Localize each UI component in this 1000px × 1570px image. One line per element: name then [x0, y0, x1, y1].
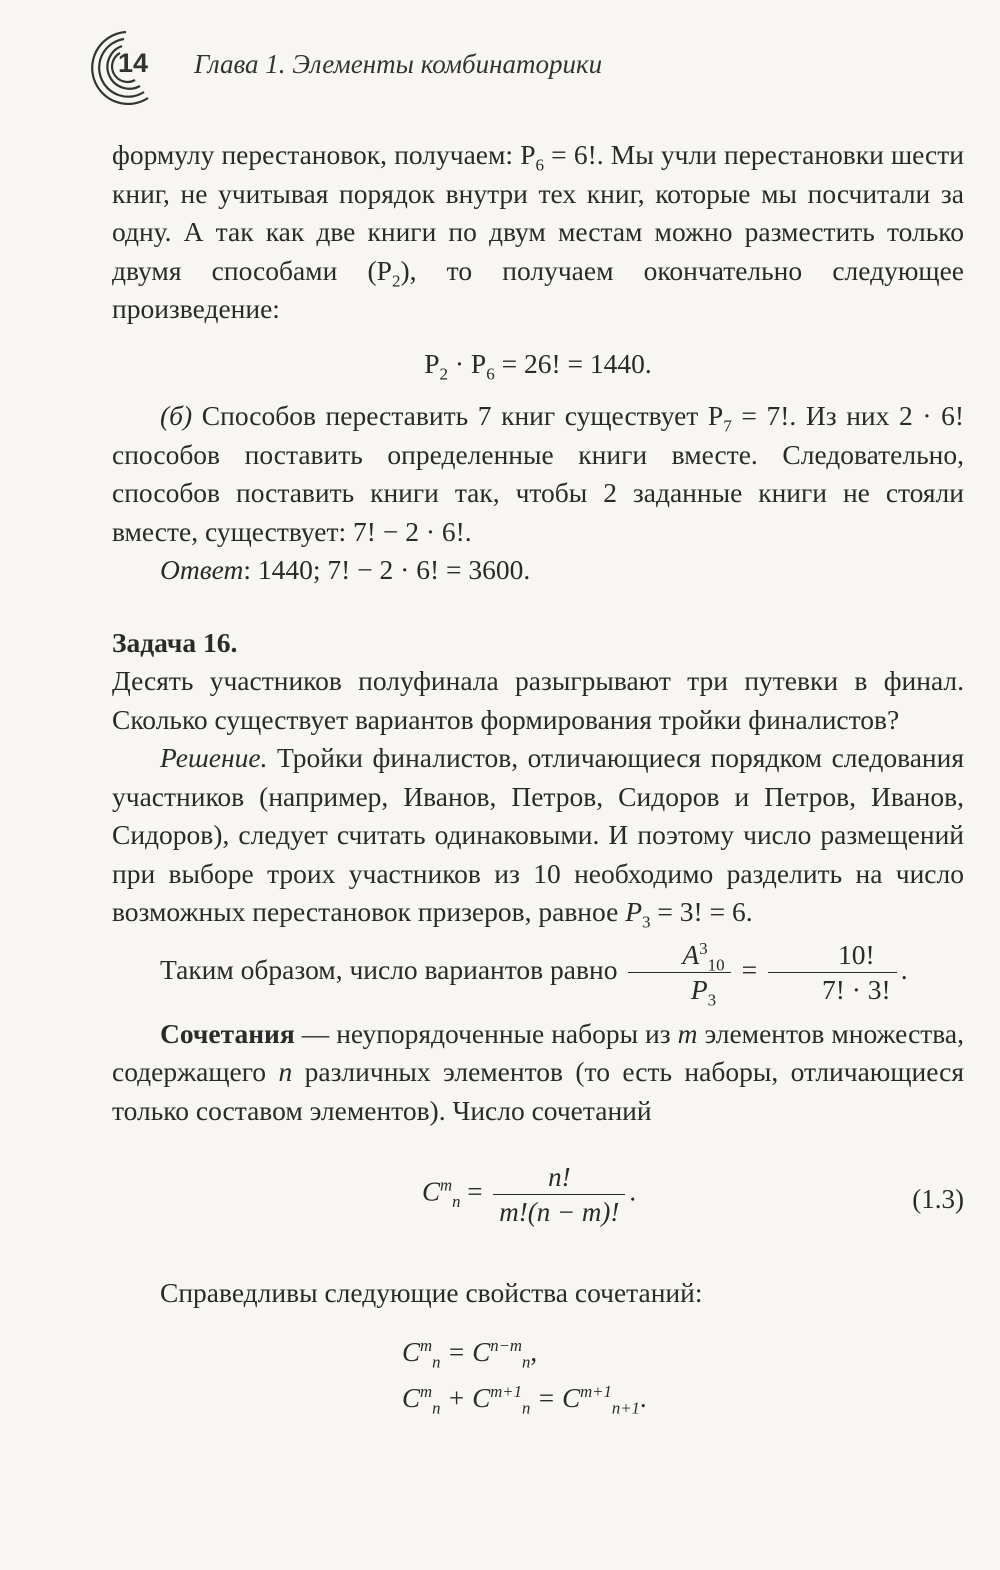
page-header — [78, 26, 958, 106]
chapter-title: Глава 1. Элементы комбинаторики — [194, 49, 603, 79]
combinations-definition: Сочетания — неупорядоченные наборы из m элементов множества, содержащего n различных элементов (то есть наборы, отличающиеся только составом элементов). Число сочетаний — [112, 1017, 964, 1126]
properties-intro: Справедливы следующие свойства сочетаний: — [160, 1277, 703, 1308]
ratio-formula-line: Таким образом, число вариантов равно $\frac{A^3_{10}}{P_3}$ = $\frac{10!}{7! \cdot 3!}$ . — [160, 938, 908, 1009]
solution-paragraph: Решение. Тройки финалистов, отличающиеся порядком следования участников (например, Иванов, Петров, Сидоров и Петров, Иванов, Сидоров), следует считать одинаковыми. И поэтому число размещений при выборе троих участников из 10 необходимо разделить на число возможных перестановок призеров, равное $P_3 = 3$! = 6. — [112, 742, 964, 932]
property-pascal: $C^m_n + C^{m+1}_n = C^{m+1}_{n+1}$. — [402, 1381, 647, 1417]
answer-line: Ответ: 1440; 7! − 2 · 6! = 3600. — [160, 554, 531, 585]
equation-number: (1.3) — [912, 1184, 964, 1214]
paragraph-part-b: (б) Способов переставить 7 книг существует $P_7 = 7$!. Из них 2 · 6! способов поставить определенные книги вместе. Следовательно, способов поставить книги так, чтобы 2 заданные книги не стояли вместе, существует: 7! − 2 · 6!. — [112, 400, 965, 547]
property-symmetry: $C^m_n = C^{n-m}_n$, — [402, 1335, 538, 1371]
page-number: 14 — [118, 48, 149, 78]
formula-1-3: $C^m_n$ = $\frac{n!}{m!(n - m)!}$ . (1.3) — [422, 1162, 964, 1227]
fraction-a-over-p: $\frac{A^3_{10}}{P_3}$ — [628, 938, 730, 1007]
properties-formulas — [402, 1329, 964, 1421]
task-statement: Десять участников полуфинала разыгрывают три путевки в финал. Сколько существует вариантов формирования тройки финалистов? — [112, 665, 964, 735]
page-body — [112, 136, 964, 1421]
task-heading: Задача 16. — [112, 626, 238, 658]
paragraph-permutations: формулу перестановок, получаем: $P_6 = 6$!. Мы учли перестановки шести книг, не учитывая порядок внутри тех книг, которые мы посчитали за одну. А так как две книги по двум местам можно разместить только двумя способами $(P_2)$, то получаем окончательно следующее произведение: — [112, 139, 964, 324]
formula-product: $P_2 \cdot P_6 = 26$! = 1440. — [424, 347, 652, 383]
fraction-factorials: $\frac{10!}{7! \cdot 3!}$ — [768, 938, 897, 1007]
